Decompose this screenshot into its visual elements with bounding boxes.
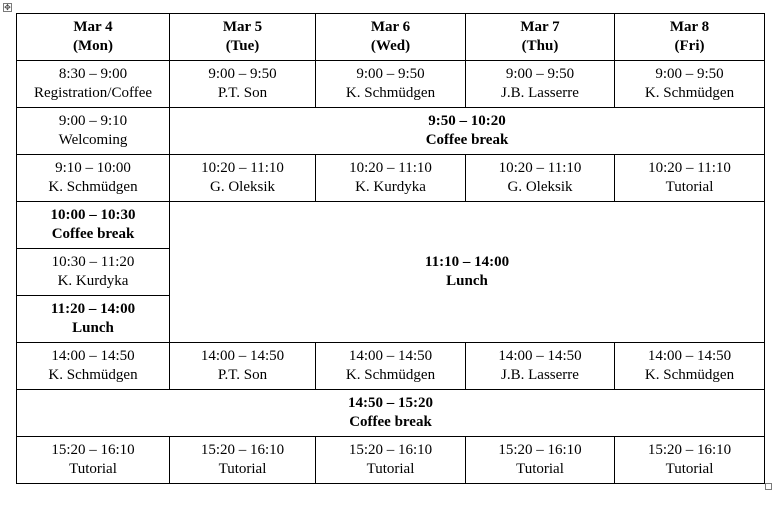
session-cell: 15:20 – 16:10 Tutorial — [17, 437, 170, 484]
session-cell: 14:00 – 14:50 K. Schmüdgen — [17, 343, 170, 390]
table-resize-handle[interactable] — [765, 483, 772, 490]
table-row — [17, 390, 765, 437]
table-row — [17, 108, 765, 155]
header-row — [17, 14, 765, 61]
header-cell-wed: Mar 6 (Wed) — [316, 14, 466, 61]
session-cell: 10:20 – 11:10 G. Oleksik — [170, 155, 316, 202]
table-row — [17, 61, 765, 108]
header-cell-fri: Mar 8 (Fri) — [615, 14, 765, 61]
table-row — [17, 155, 765, 202]
session-cell: 9:00 – 9:10 Welcoming — [17, 108, 170, 155]
table-row — [17, 437, 765, 484]
session-cell: 9:10 – 10:00 K. Schmüdgen — [17, 155, 170, 202]
session-cell: 15:20 – 16:10 Tutorial — [466, 437, 615, 484]
session-cell: 15:20 – 16:10 Tutorial — [615, 437, 765, 484]
session-cell: 10:30 – 11:20 K. Kurdyka — [17, 249, 170, 296]
session-cell: 14:00 – 14:50 K. Schmüdgen — [615, 343, 765, 390]
table-row — [17, 202, 765, 249]
table-move-handle[interactable]: ✥ — [4, 3, 11, 12]
session-cell: 8:30 – 9:00 Registration/Coffee — [17, 61, 170, 108]
session-cell: 9:00 – 9:50 P.T. Son — [170, 61, 316, 108]
session-cell: 14:00 – 14:50 P.T. Son — [170, 343, 316, 390]
lunch-cell: 11:20 – 14:00 Lunch — [17, 296, 170, 343]
coffee-break-cell: 14:50 – 15:20 Coffee break — [17, 390, 765, 437]
coffee-break-cell: 10:00 – 10:30 Coffee break — [17, 202, 170, 249]
session-cell: 9:00 – 9:50 J.B. Lasserre — [466, 61, 615, 108]
table-row — [17, 343, 765, 390]
session-cell: 14:00 – 14:50 J.B. Lasserre — [466, 343, 615, 390]
session-cell: 9:00 – 9:50 K. Schmüdgen — [615, 61, 765, 108]
session-cell: 9:00 – 9:50 K. Schmüdgen — [316, 61, 466, 108]
coffee-break-cell: 9:50 – 10:20 Coffee break — [170, 108, 765, 155]
session-cell: 15:20 – 16:10 Tutorial — [170, 437, 316, 484]
session-cell: 14:00 – 14:50 K. Schmüdgen — [316, 343, 466, 390]
session-cell: 15:20 – 16:10 Tutorial — [316, 437, 466, 484]
header-cell-thu: Mar 7 (Thu) — [466, 14, 615, 61]
schedule-table — [16, 13, 765, 484]
header-cell-tue: Mar 5 (Tue) — [170, 14, 316, 61]
lunch-cell: 11:10 – 14:00 Lunch — [170, 202, 765, 343]
session-cell: 10:20 – 11:10 G. Oleksik — [466, 155, 615, 202]
session-cell: 10:20 – 11:10 Tutorial — [615, 155, 765, 202]
session-cell: 10:20 – 11:10 K. Kurdyka — [316, 155, 466, 202]
header-cell-mon: Mar 4 (Mon) — [17, 14, 170, 61]
